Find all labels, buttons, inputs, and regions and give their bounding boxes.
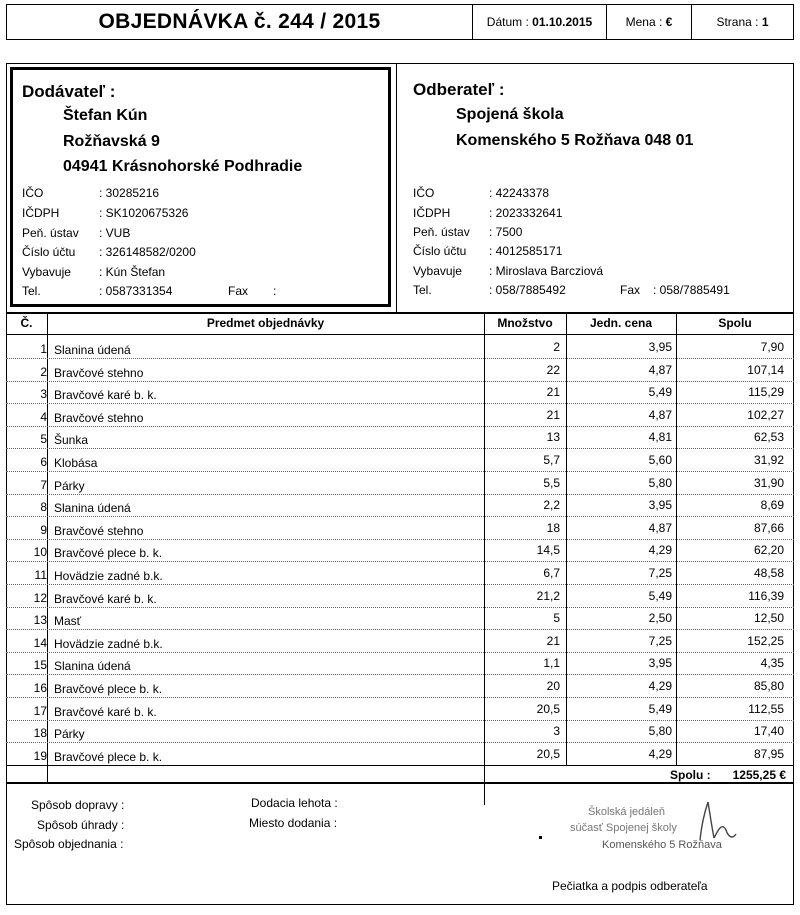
- row-item: Bravčové stehno: [54, 410, 144, 425]
- customer-icdph-value: : 2023332641: [489, 206, 563, 220]
- row-total: 17,40: [753, 724, 784, 739]
- row-number: 13: [33, 613, 47, 628]
- page-label: Strana :: [716, 15, 759, 29]
- row-item: Bravčové stehno: [54, 365, 144, 380]
- row-total: 62,53: [753, 430, 784, 445]
- customer-icdph-label: IČDPH: [413, 206, 451, 220]
- table-row: [6, 495, 794, 517]
- row-item: Slanina údená: [54, 501, 131, 516]
- row-quantity: 6,7: [543, 566, 560, 580]
- supplier-tel-label: Tel.: [22, 284, 41, 298]
- supplier-city: 04941 Krásnohorské Podhradie: [63, 158, 303, 175]
- table-row: [6, 699, 794, 721]
- row-item: Párky: [54, 478, 85, 493]
- row-number: 14: [33, 635, 47, 650]
- table-row: [6, 450, 794, 472]
- page-value: 1: [761, 15, 769, 29]
- row-quantity: 1,1: [543, 656, 560, 671]
- row-quantity: 18: [546, 520, 560, 535]
- row-unit-price: 3,95: [648, 498, 672, 513]
- table-row: [6, 518, 794, 540]
- supplier-tel-value: : 0587331354: [99, 284, 173, 298]
- row-total: 87,95: [753, 746, 784, 761]
- row-unit-price: 3,95: [648, 340, 672, 354]
- customer-contact-label: Vybavuje: [413, 264, 462, 278]
- customer-stamp: [562, 800, 752, 860]
- ordering-label: Spôsob objednania :: [14, 837, 124, 851]
- supplier-fax-value: :: [273, 284, 277, 298]
- table-row: [6, 427, 794, 449]
- col-header-price: Jedn. cena: [589, 316, 653, 330]
- date-value: 01.10.2015: [532, 15, 593, 29]
- customer-bank-value: : 7500: [489, 225, 523, 239]
- row-unit-price: 4,87: [648, 520, 672, 535]
- supplier-ico-label: IČO: [22, 186, 44, 200]
- row-unit-price: 7,25: [648, 633, 672, 648]
- row-number: 8: [40, 500, 47, 515]
- supplier-icdph-value: : SK1020675326: [99, 206, 189, 220]
- row-quantity: 5: [553, 611, 560, 626]
- supplier-bank-label: Peň. ústav: [22, 226, 79, 240]
- row-unit-price: 5,60: [648, 453, 672, 467]
- signature-caption: Pečiatka a podpis odberateľa: [552, 879, 708, 893]
- row-unit-price: 3,95: [648, 656, 672, 671]
- row-quantity: 20: [546, 679, 560, 693]
- row-unit-price: 2,50: [648, 611, 672, 626]
- row-item: Slanina údená: [54, 659, 131, 674]
- supplier-account-value: : 326148582/0200: [99, 245, 196, 259]
- stamp-line-1: Školská jedáleň: [588, 806, 666, 818]
- row-item: Slanina údená: [54, 343, 131, 357]
- date-label: Dátum :: [486, 15, 529, 29]
- row-total: 112,55: [748, 701, 784, 716]
- row-unit-price: 5,49: [648, 701, 672, 716]
- supplier-heading: Dodávateľ :: [22, 82, 116, 101]
- customer-ico-label: IČO: [413, 186, 435, 200]
- customer-account-label: Číslo účtu: [413, 244, 467, 258]
- row-quantity: 21,2: [536, 588, 560, 603]
- table-row: [6, 540, 794, 562]
- stamp-line-2: súčasť Spojenej školy: [570, 822, 677, 834]
- row-total: 116,39: [748, 588, 784, 603]
- currency-cell: [606, 4, 692, 40]
- row-total: 85,80: [753, 679, 784, 693]
- table-row: [6, 360, 794, 382]
- supplier-icdph-label: IČDPH: [22, 206, 60, 220]
- row-unit-price: 7,25: [648, 566, 672, 580]
- signature-mark: [692, 800, 742, 850]
- row-total: 31,90: [753, 475, 784, 490]
- row-item: Bravčové plece b. k.: [54, 682, 163, 696]
- row-item: Bravčové karé b. k.: [54, 704, 157, 719]
- row-number: 16: [33, 681, 47, 695]
- supplier-account-label: Číslo účtu: [22, 245, 76, 259]
- table-row: [6, 405, 794, 427]
- row-item: Hovädzie zadné b.k.: [54, 636, 163, 651]
- row-quantity: 22: [546, 362, 560, 377]
- customer-tel-value: : 058/7885492: [489, 283, 566, 297]
- row-unit-price: 4,29: [648, 746, 672, 761]
- row-total: 48,58: [753, 566, 784, 580]
- table-row: [6, 653, 794, 675]
- row-unit-price: 4,87: [648, 407, 672, 422]
- customer-account-value: : 4012585171: [489, 244, 563, 258]
- row-quantity: 5,5: [543, 475, 560, 490]
- row-total: 31,92: [753, 453, 784, 467]
- row-total: 152,25: [747, 633, 784, 648]
- row-item: Bravčové stehno: [54, 523, 144, 538]
- supplier-street: Rožňavská 9: [63, 133, 160, 150]
- delivery-term-label: Dodacia lehota :: [251, 796, 338, 810]
- delivery-place-label: Miesto dodania :: [249, 816, 338, 830]
- row-quantity: 2: [553, 340, 560, 354]
- row-quantity: 13: [546, 430, 560, 445]
- row-number: 4: [40, 409, 47, 424]
- row-item: Masť: [54, 614, 82, 629]
- row-quantity: 2,2: [543, 498, 560, 513]
- transport-label: Spôsob dopravy :: [31, 798, 125, 812]
- customer-heading: Odberateľ :: [413, 80, 505, 99]
- col-header-item: Predmet objednávky: [206, 316, 325, 330]
- row-quantity: 14,5: [536, 543, 560, 558]
- dot-mark: [539, 836, 542, 839]
- sum-value: 1255,25 €: [732, 768, 786, 782]
- header-underline: [6, 334, 794, 335]
- supplier-bank-value: : VUB: [99, 226, 131, 240]
- row-item: Bravčové plece b. k.: [54, 749, 163, 764]
- row-item: Párky: [54, 727, 85, 742]
- order-title: OBJEDNÁVKA č. 244 / 2015: [98, 10, 381, 33]
- stamp-line-3: Komenského 5 Rožňava: [602, 839, 722, 851]
- row-unit-price: 4,29: [648, 543, 672, 558]
- row-number: 3: [40, 387, 47, 402]
- supplier-name: Štefan Kún: [63, 107, 148, 124]
- row-number: 18: [33, 726, 47, 741]
- sum-label: Spolu :: [670, 768, 711, 782]
- table-row: [6, 676, 794, 698]
- row-total: 12,50: [753, 611, 784, 626]
- row-number: 9: [40, 522, 47, 537]
- customer-address: Komenského 5 Rožňava 048 01: [456, 132, 694, 149]
- row-total: 115,29: [748, 385, 784, 400]
- supplier-contact-label: Vybavuje: [22, 265, 71, 279]
- customer-ico-value: : 42243378: [489, 186, 550, 200]
- supplier-ico-value: : 30285216: [99, 186, 160, 200]
- row-number: 11: [34, 568, 47, 582]
- row-number: 6: [40, 455, 47, 469]
- row-number: 17: [33, 703, 47, 718]
- date-cell: [472, 4, 607, 40]
- payment-label: Spôsob úhrady :: [37, 818, 125, 832]
- row-unit-price: 5,49: [648, 588, 672, 603]
- customer-name: Spojená škola: [456, 106, 564, 123]
- row-unit-price: 5,80: [648, 475, 672, 490]
- table-row: [6, 563, 794, 585]
- customer-tel-label: Tel.: [413, 283, 432, 297]
- row-quantity: 5,7: [543, 453, 560, 467]
- row-number: 19: [33, 748, 47, 763]
- row-item: Šunka: [54, 433, 89, 448]
- table-row: [6, 473, 794, 495]
- row-total: 102,27: [747, 407, 784, 422]
- row-item: Bravčové karé b. k.: [54, 388, 157, 403]
- row-quantity: 21: [546, 385, 560, 400]
- row-item: Klobása: [54, 456, 98, 470]
- row-number: 1: [40, 342, 47, 356]
- row-number: 7: [40, 477, 47, 492]
- row-number: 15: [33, 658, 47, 673]
- row-quantity: 20,5: [536, 701, 560, 716]
- row-number: 12: [33, 590, 47, 605]
- col-header-total: Spolu: [718, 316, 752, 330]
- row-number: 5: [40, 432, 47, 447]
- supplier-contact-value: : Kún Štefan: [99, 265, 166, 279]
- customer-fax-label: Fax: [620, 283, 641, 297]
- col-header-number: Č.: [20, 316, 33, 330]
- parties-divider: [396, 63, 397, 313]
- row-unit-price: 5,80: [648, 724, 672, 739]
- row-total: 62,20: [753, 543, 784, 558]
- row-unit-price: 5,49: [648, 385, 672, 400]
- col-header-qty: Množstvo: [497, 316, 553, 330]
- customer-contact-value: : Miroslava Barcziová: [489, 264, 604, 278]
- row-total: 107,14: [747, 362, 784, 377]
- row-quantity: 20,5: [536, 746, 560, 761]
- row-item: Hovädzie zadné b.k.: [54, 569, 163, 583]
- row-number: 10: [33, 545, 47, 560]
- table-row: [6, 608, 794, 630]
- table-row: [6, 631, 794, 653]
- table-row: [6, 382, 794, 404]
- customer-bank-label: Peň. ústav: [413, 225, 470, 239]
- row-number: 2: [40, 364, 47, 379]
- rows-bottom-line: [6, 765, 794, 766]
- currency-label: Mena :: [625, 15, 663, 29]
- order-title-cell: [6, 4, 473, 40]
- currency-value: €: [665, 15, 673, 29]
- row-item: Bravčové plece b. k.: [54, 546, 163, 561]
- row-unit-price: 4,81: [648, 430, 672, 445]
- row-quantity: 3: [553, 724, 560, 739]
- row-total: 87,66: [753, 520, 784, 535]
- customer-fax-value: : 058/7885491: [653, 283, 730, 297]
- table-row: [6, 721, 794, 743]
- row-unit-price: 4,87: [648, 362, 672, 377]
- supplier-fax-label: Fax: [228, 284, 249, 298]
- table-row: [6, 586, 794, 608]
- row-quantity: 21: [546, 633, 560, 648]
- row-item: Bravčové karé b. k.: [54, 591, 157, 606]
- row-total: 7,90: [760, 340, 784, 354]
- row-total: 4,35: [760, 656, 784, 671]
- row-quantity: 21: [546, 407, 560, 422]
- table-row: [6, 744, 794, 766]
- table-row: [6, 337, 794, 359]
- row-unit-price: 4,29: [648, 679, 672, 693]
- page-cell: [691, 4, 794, 40]
- row-total: 8,69: [760, 498, 784, 513]
